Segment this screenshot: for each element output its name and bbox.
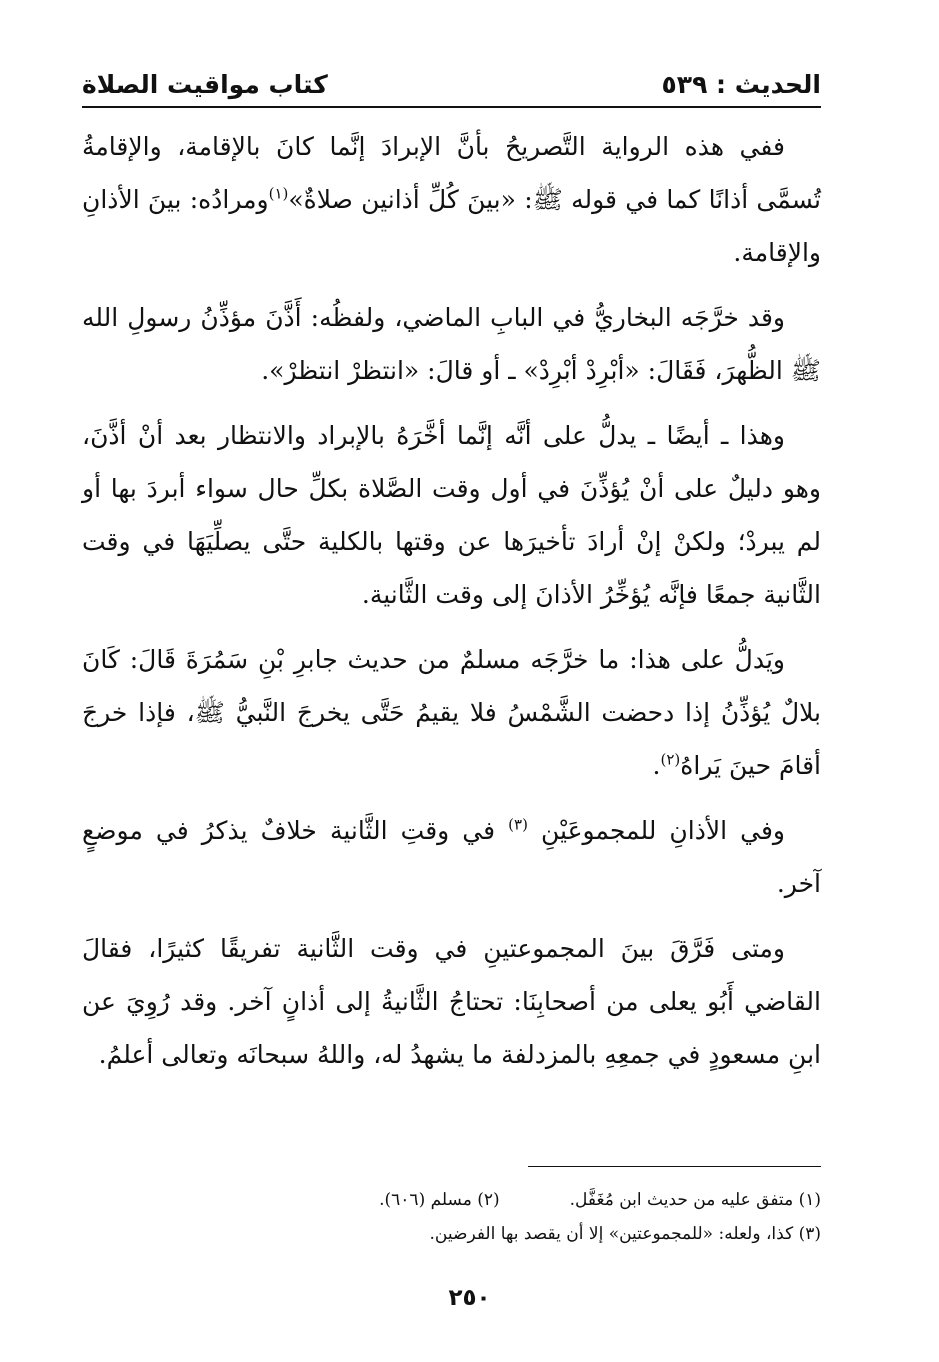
paragraph-5: [82, 804, 821, 910]
header-divider: [82, 106, 821, 108]
footnote-ref-2: (٢): [660, 750, 681, 769]
paragraph-1-continuation: ومرادُه: بينَ الأذانِ والإقامة.: [82, 185, 821, 267]
paragraph-6: ومتى فَرَّقَ بينَ المجموعتينِ في وقت الثَّانية تفريقًا كثيرًا، فقالَ القاضي أَبُو يعلى من أصحابِنَا: تحتاجُ الثَّانيةُ إلى أذانٍ آخر. وقد رُوِيَ عن ابنِ مسعودٍ في جمعِهِ بالمزدلفة ما يشهدُ له، واللهُ سبحانَه وتعالى أعلمُ.: [82, 934, 821, 1069]
paragraph-4: [82, 633, 821, 792]
footnote-divider: [528, 1166, 821, 1167]
footnote-ref-1: (١): [268, 184, 289, 203]
footnote-3: (٣) كذا، ولعله: «للمجموعتين» إلا أن يقصد بها الفرضين.: [429, 1224, 821, 1244]
footnote-1: (١) متفق عليه من حديث ابن مُغَفَّل.: [569, 1190, 821, 1210]
book-chapter-title: كتاب مواقيت الصلاة: [82, 69, 328, 99]
paragraph-1-text: ففي هذه الرواية التَّصريحُ بأنَّ الإبرادَ إنَّما كانَ بالإقامة، والإقامةُ تُسمَّى أذانًا كما في قوله ﷺ: «بينَ كُلِّ أذانين صلاةٌ»: [82, 132, 821, 214]
footnote-line-2: [82, 1217, 821, 1251]
main-text: [82, 120, 821, 1093]
footnote-2: (٢) مسلم (٦٠٦).: [379, 1190, 500, 1210]
running-header: [82, 64, 821, 104]
footnote-line-1: [82, 1183, 821, 1217]
paragraph-2: وقد خرَّجَه البخاريُّ في البابِ الماضي، ولفظُه: أَذَّنَ مؤذِّنُ رسولِ الله ﷺ الظُّهرَ، فَقَالَ: «أبْرِدْ أبْرِدْ» ـ أو قالَ: «انتظرْ انتظرْ».: [82, 303, 821, 385]
paragraph-1: [82, 120, 821, 279]
paragraph-5-text: وفي الأذانِ للمجموعَيْنِ: [541, 816, 785, 845]
page-number: ٢٥٠: [448, 1285, 491, 1311]
footnotes: [82, 1183, 821, 1251]
hadith-number: الحديث : ٥٣٩: [661, 69, 821, 99]
footnote-ref-3: (٣): [508, 815, 528, 834]
paragraph-4-continuation: .: [652, 751, 661, 780]
paragraph-4-text: ويَدلُّ على هذا: ما خرَّجَه مسلمٌ من حديث جابرِ بْنِ سَمُرَةَ قَالَ: كَانَ بلالٌ يُؤذِّنُ إذا دحضت الشَّمْسُ فلا يقيمُ حَتَّى يخرجَ النَّبيُّ ﷺ، فإذا خرجَ أقامَ حينَ يَراهُ: [82, 645, 821, 780]
paragraph-5-continuation: في وقتِ الثَّانية خلافٌ يذكرُ في موضعٍ آخر.: [82, 816, 821, 898]
paragraph-3: وهذا ـ أيضًا ـ يدلُّ على أنَّه إنَّما أخَّرَهُ بالإبراد والانتظار بعد أنْ أذَّنَ، وهو دليلٌ على أنْ يُؤذِّنَ في أول وقت الصَّلاة بكلِّ حال سواء أبردَ بها أو لم يبردْ؛ ولكنْ إنْ أرادَ تأخيرَها عن وقتها بالكلية حتَّى يصلِّيَهَا في وقت الثَّانية جمعًا فإنَّه يُؤخِّرُ الأذانَ إلى وقت الثَّانية.: [82, 421, 821, 609]
